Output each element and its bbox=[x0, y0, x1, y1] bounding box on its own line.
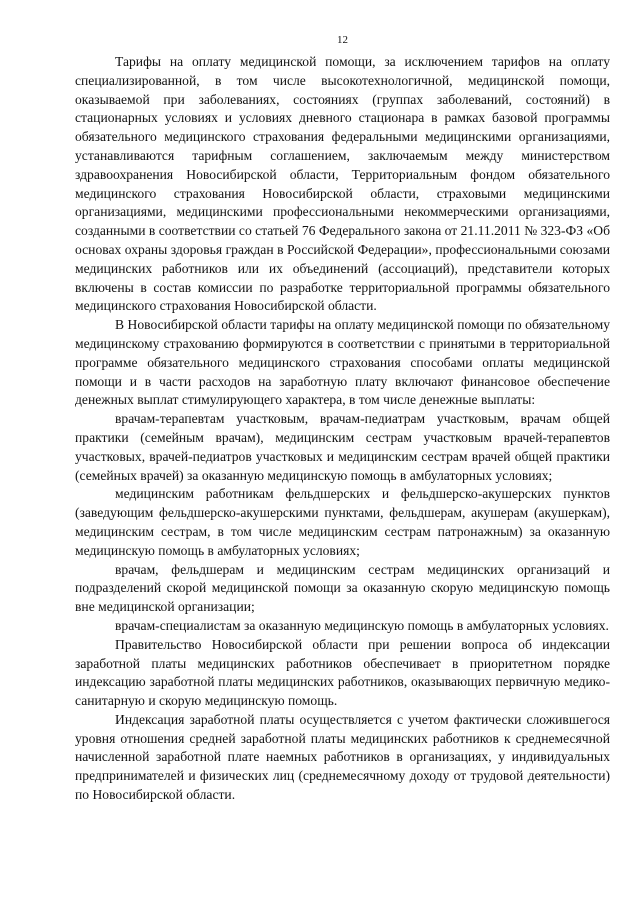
paragraph-tariffs: Тарифы на оплату медицинской помощи, за исключением тарифов на оплату специализированной, в том числе высокотехнологичной, медицинской помощи, оказываемой при заболеваниях, состояниях (группах заболеваний, состояний) в стационарных условиях и условиях дневного стационара в рамках базовой программы обязательного медицинского страхования федеральными медицинскими организациями, устанавливаются тарифным соглашением, заключаемым между министерством здравоохранения Новосибирской области, Территориальным фондом обязательного медицинского страхования Новосибирской области, страховыми медицинскими организациями, медицинскими профессиональными некоммерческими организациями, созданными в соответствии со статьей 76 Федерального закона от 21.11.2011 № 323-ФЗ «Об основах охраны здоровья граждан в Российской Федерации», профессиональными союзами медицинских работников или их объединений (ассоциаций), представители которых включены в состав комиссии по разработке территориальной программы обязательного медицинского страхования Новосибирской области. bbox=[75, 54, 610, 314]
document-body bbox=[75, 53, 610, 805]
paragraph-specialists: врачам-специалистам за оказанную медицинскую помощь в амбулаторных условиях. bbox=[115, 617, 609, 633]
paragraph-district-doctors: врачам-терапевтам участковым, врачам-педиатрам участковым, врачам общей практики (семейным врачам), медицинским сестрам участковым врачей-терапевтов участковых, врачей-педиатров участковых и медицинским сестрам врачей общей практики (семейных врачей) за оказанную медицинскую помощь в амбулаторных условиях; bbox=[75, 411, 610, 483]
paragraph-indexation-level: Индексация заработной платы осуществляется с учетом фактически сложившегося уровня отношения средней заработной платы медицинских работников к среднемесячной начисленной заработной плате наемных работников в организациях, у индивидуальных предпринимателей и физических лиц (среднемесячному доходу от трудовой деятельности) по Новосибирской области. bbox=[75, 711, 610, 803]
paragraph-emergency-care: врачам, фельдшерам и медицинским сестрам медицинских организаций и подразделений скорой медицинской помощи за оказанную скорую медицинскую помощь вне медицинской организации; bbox=[75, 561, 610, 615]
paragraph-feldsher-stations: медицинским работникам фельдшерских и фельдшерско-акушерских пунктов (заведующим фельдшерско-акушерскими пунктами, фельдшерам, акушерам (акушеркам), медицинским сестрам, в том числе медицинским сестрам патронажным) за оказанную медицинскую помощь в амбулаторных условиях; bbox=[75, 486, 610, 558]
paragraph-tariff-formation: В Новосибирской области тарифы на оплату медицинской помощи по обязательному медицинскому страхованию формируются в соответствии с принятыми в территориальной программе обязательного медицинского страхования способами оплаты медицинской помощи и в части расходов на заработную плату включают финансовое обеспечение денежных выплат стимулирующего характера, в том числе денежные выплаты: bbox=[75, 317, 610, 408]
page-number: 12 bbox=[337, 34, 348, 46]
paragraph-government-indexation: Правительство Новосибирской области при решении вопроса об индексации заработной платы медицинских работников обеспечивает в приоритетном порядке индексацию заработной платы медицинских работников, оказывающих первичную медико-санитарную и скорую медицинскую помощь. bbox=[75, 636, 610, 709]
